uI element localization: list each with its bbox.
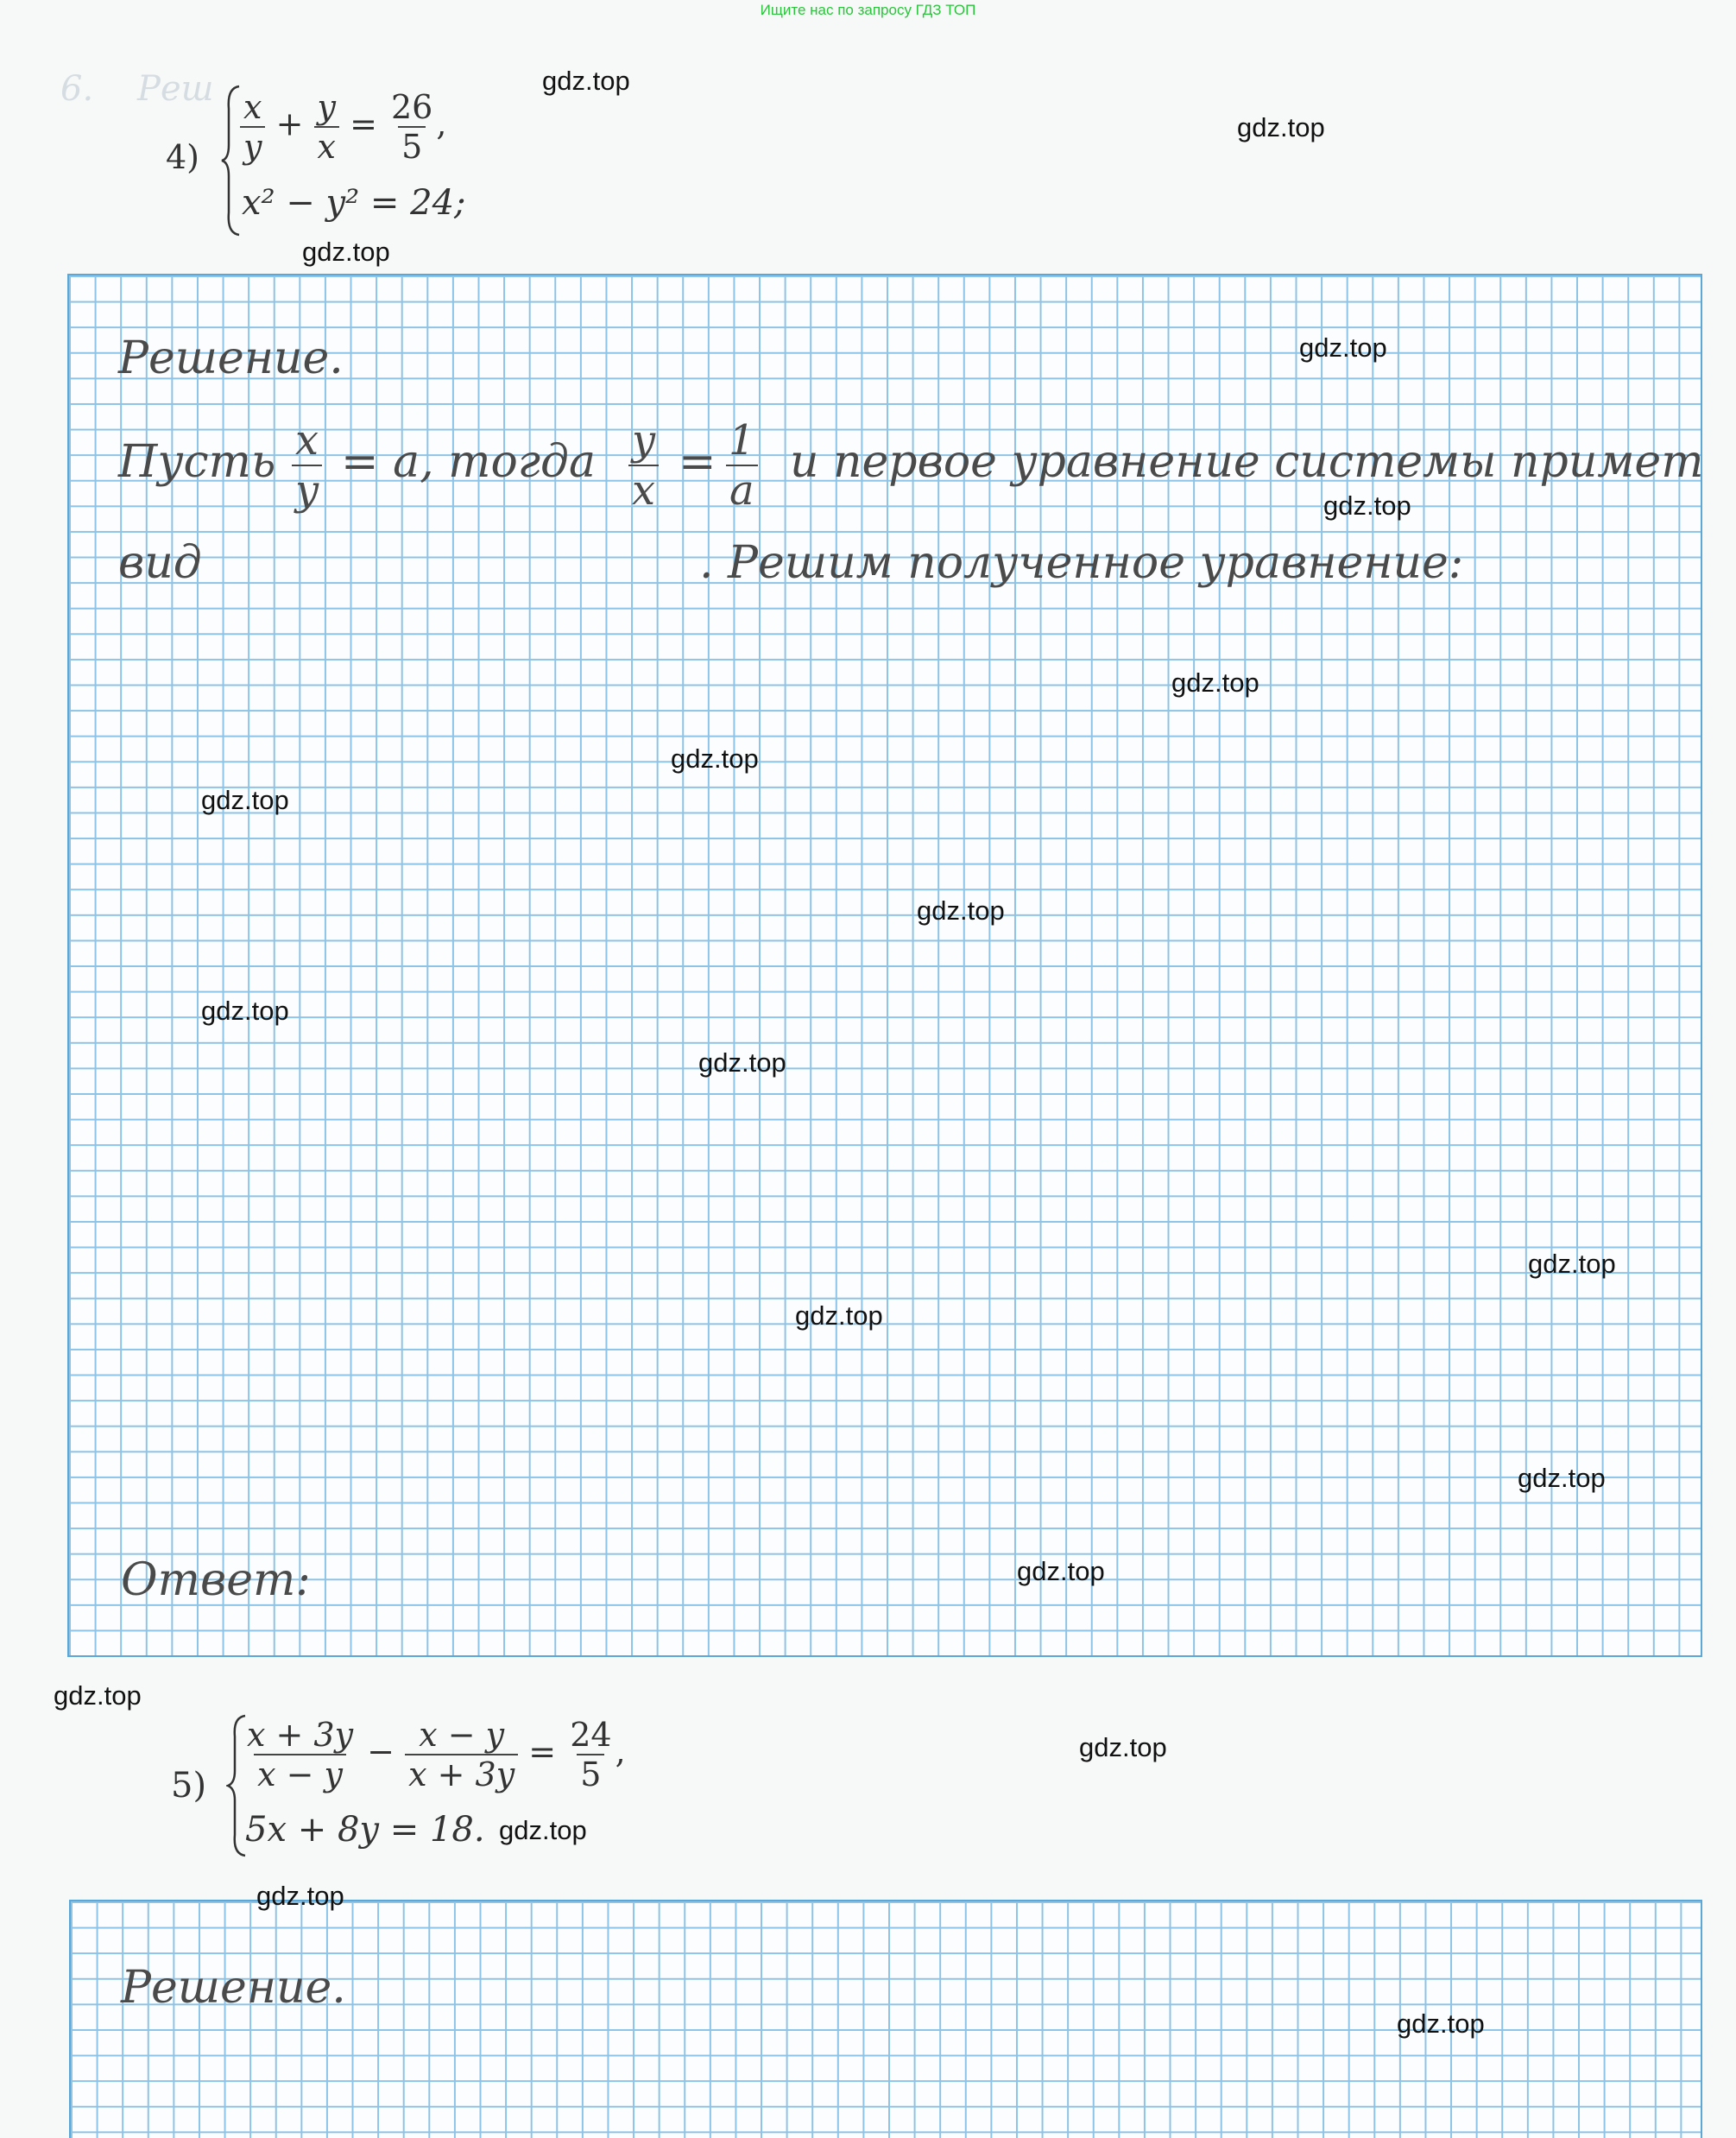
problem4-equation2: x² − y² = 24;	[242, 183, 466, 223]
solution4-substitution: = a, тогда	[341, 436, 597, 488]
watermark: gdz.top	[54, 1680, 142, 1711]
watermark: gdz.top	[1323, 490, 1411, 521]
problem4-number: 4)	[166, 138, 200, 176]
watermark: gdz.top	[698, 1047, 786, 1078]
problem5-equation1: $\frac{x + 3y}{x - y}$ − $\frac{x - y}{x + 3y}$ = $\frac{24}{5}$ ,	[247, 1716, 626, 1793]
solution4-answer-label: Ответ:	[121, 1554, 311, 1606]
watermark: gdz.top	[1397, 2008, 1485, 2039]
problem5-number: 5)	[171, 1766, 207, 1806]
watermark: gdz.top	[302, 237, 390, 267]
top-banner: Ищите нас по запросу ГДЗ ТОП	[760, 2, 976, 18]
watermark: gdz.top	[795, 1300, 883, 1331]
solution5-heading: Решение.	[121, 1962, 346, 2014]
watermark: gdz.top	[1237, 112, 1325, 142]
watermark: gdz.top	[917, 895, 1005, 926]
solution4-line2-end: . Решим полученное уравнение:	[699, 537, 1464, 589]
watermark: gdz.top	[201, 785, 289, 815]
watermark: gdz.top	[542, 66, 630, 96]
watermark: gdz.top	[1079, 1732, 1167, 1762]
watermark: gdz.top	[1299, 332, 1387, 363]
problem4-equation1: $\frac{x}{y}$ + $\frac{y}{x}$ = $\frac{26}{5}$ ,	[240, 88, 446, 166]
solution4-frac-y-over-x: $\frac{y}{x}$	[628, 416, 659, 515]
watermark: gdz.top	[1528, 1249, 1616, 1279]
solution4-frac-x-over-y: $\frac{x}{y}$	[292, 416, 322, 515]
watermark: gdz.top	[201, 996, 289, 1026]
solution4-frac-1-over-a: $\frac{1}{a}$	[725, 416, 759, 515]
problem5-equation2: 5x + 8y = 18.	[245, 1810, 485, 1850]
solution4-line2-start: вид	[118, 537, 202, 589]
solution4-let-word: Пусть	[118, 436, 276, 488]
watermark: gdz.top	[1171, 667, 1259, 698]
watermark: gdz.top	[1518, 1463, 1606, 1493]
watermark: gdz.top	[671, 743, 759, 774]
watermark: gdz.top	[256, 1881, 344, 1911]
bleed-through-text: 6. Реш	[60, 69, 214, 109]
solution4-equals: =	[679, 436, 716, 488]
solution4-line1-end: и первое уравнение системы примет	[790, 436, 1704, 488]
solution4-heading: Решение.	[118, 332, 344, 384]
watermark: gdz.top	[499, 1815, 587, 1845]
watermark: gdz.top	[1017, 1556, 1105, 1586]
